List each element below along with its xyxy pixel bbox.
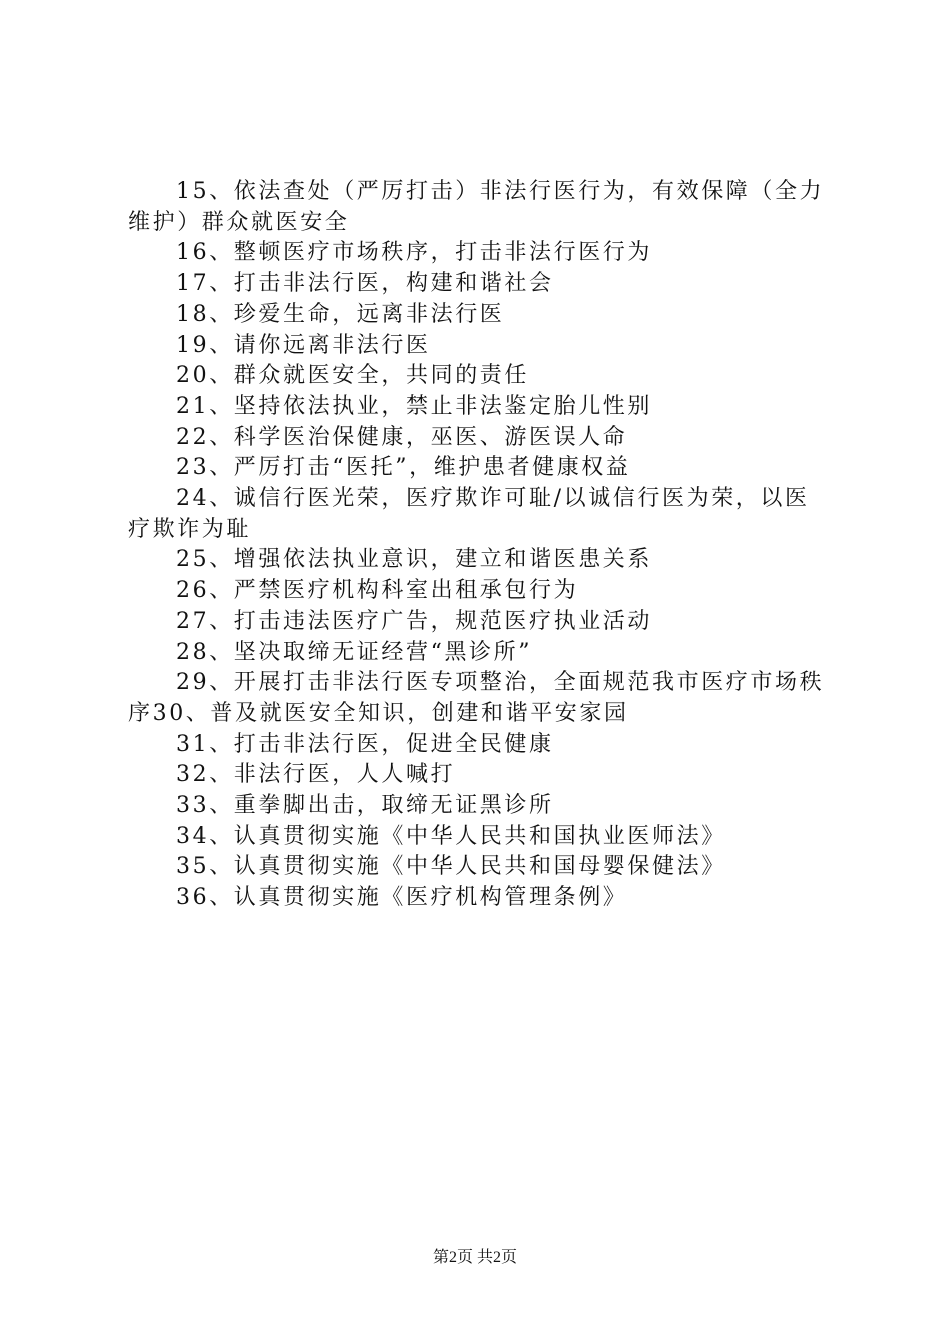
slogan-item: 33、重拳脚出击，取缔无证黑诊所 [176, 793, 554, 819]
slogan-item: 15、依法查处（严厉打击）非法行医行为，有效保障（全力维护）群众就医安全 [128, 179, 825, 235]
slogan-item: 29、开展打击非法行医专项整治，全面规范我市医疗市场秩序30、普及就医安全知识，创建和谐平安家园 [128, 670, 825, 726]
slogan-item: 21、坚持依法执业，禁止非法鉴定胎儿性别 [176, 393, 652, 419]
slogan-item: 26、严禁医疗机构科室出租承包行为 [176, 578, 579, 604]
slogan-item: 19、请你远离非法行医 [176, 332, 431, 358]
slogan-item: 27、打击违法医疗广告，规范医疗执业活动 [176, 608, 652, 634]
slogan-item: 35、认真贯彻实施《中华人民共和国母婴保健法》 [176, 854, 726, 880]
slogan-item: 20、群众就医安全，共同的责任 [176, 363, 529, 389]
slogan-item: 22、科学医治保健康，巫医、游医误人命 [176, 424, 628, 450]
slogan-item: 23、严厉打击“医托”，维护患者健康权益 [176, 455, 631, 481]
document-body [128, 177, 833, 914]
slogan-item: 24、诚信行医光荣，医疗欺诈可耻/以诚信行医为荣，以医疗欺诈为耻 [128, 486, 810, 542]
slogan-item: 16、整顿医疗市场秩序，打击非法行医行为 [176, 240, 652, 266]
slogan-item: 18、珍爱生命，远离非法行医 [176, 301, 505, 327]
slogan-item: 36、认真贯彻实施《医疗机构管理条例》 [176, 885, 628, 911]
slogan-item: 32、非法行医，人人喊打 [176, 762, 456, 788]
slogan-item: 25、增强依法执业意识，建立和谐医患关系 [176, 547, 652, 573]
slogan-item: 31、打击非法行医，促进全民健康 [176, 731, 554, 757]
slogan-item: 28、坚决取缔无证经营“黑诊所” [176, 639, 533, 665]
page-footer: 第2页 共2页 [432, 1249, 517, 1266]
slogan-item: 34、认真贯彻实施《中华人民共和国执业医师法》 [176, 823, 726, 849]
slogan-item: 17、打击非法行医，构建和谐社会 [176, 271, 554, 297]
